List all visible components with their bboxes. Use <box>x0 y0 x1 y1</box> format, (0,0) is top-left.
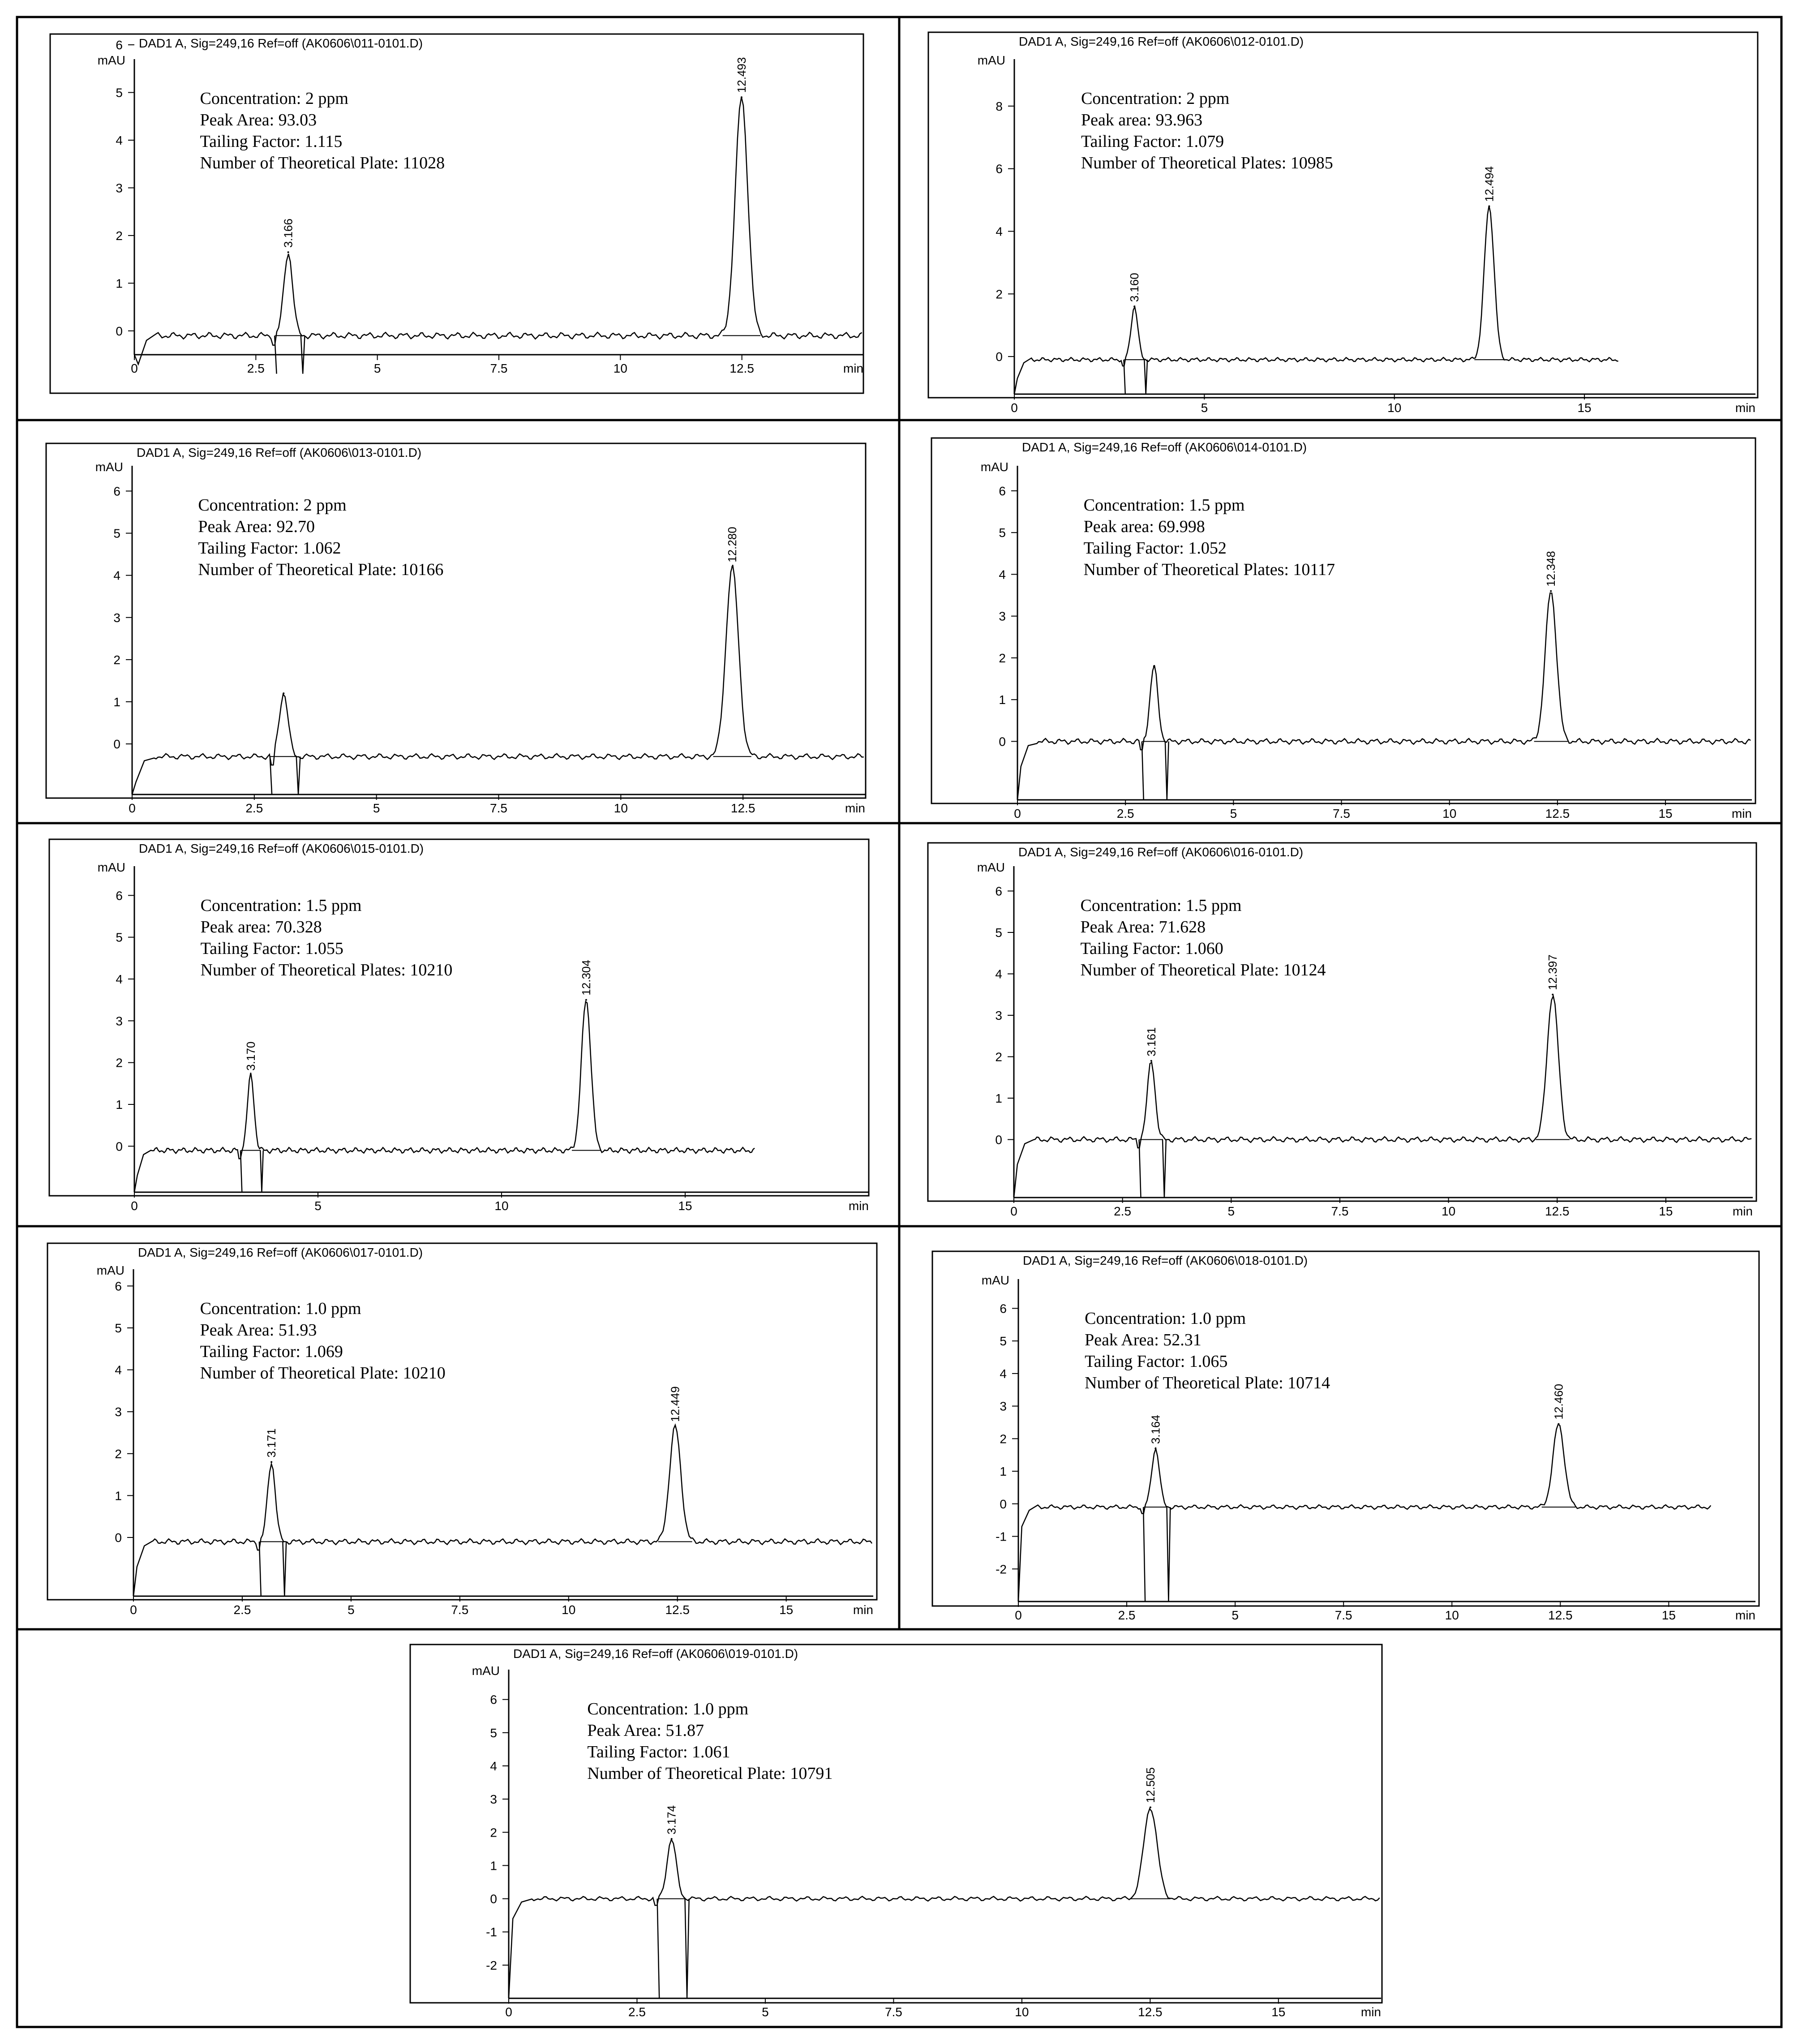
peak-apex-2 <box>585 999 587 1001</box>
y-tick-label: 0 <box>490 1892 497 1906</box>
y-tick-label: 1 <box>116 1098 123 1112</box>
y-tick-label: 2 <box>995 1050 1002 1064</box>
x-tick-label: 0 <box>1015 1608 1022 1622</box>
chromatogram-trace <box>132 565 864 794</box>
chromatogram-trace <box>509 1809 1380 1998</box>
y-tick-label: 2 <box>113 653 120 667</box>
y-tick-label: 0 <box>995 1133 1002 1147</box>
peak-label-2: 12.493 <box>734 57 748 93</box>
info-block <box>1084 496 1335 579</box>
x-tick-label: 5 <box>348 1603 355 1617</box>
peak-label-2: 12.304 <box>579 960 593 996</box>
info-block <box>1081 89 1333 172</box>
chromatogram-panel-5 <box>49 839 869 1213</box>
y-tick-label: 0 <box>115 1530 122 1545</box>
y-axis-label: mAU <box>97 860 125 874</box>
y-tick-label: 1 <box>999 693 1006 707</box>
panel-title: DAD1 A, Sig=249,16 Ref=off (AK0606\016-0101.D) <box>1018 845 1304 859</box>
panel-frame <box>928 32 1758 398</box>
peak-apex-1 <box>283 692 284 694</box>
x-tick-label: 0 <box>505 2005 512 2019</box>
info-line-3: Tailing Factor: 1.069 <box>200 1342 343 1361</box>
x-tick-label: 2.5 <box>1118 1608 1136 1622</box>
peak-apex-1 <box>671 1838 673 1840</box>
y-tick-label: 3 <box>999 609 1006 623</box>
y-tick-label: 5 <box>116 930 123 945</box>
peak-label-2: 12.280 <box>725 527 739 563</box>
x-axis-label: min <box>843 361 863 375</box>
x-axis-label: min <box>845 801 865 815</box>
y-axis-label: mAU <box>977 53 1005 67</box>
x-tick-label: 5 <box>1230 807 1237 820</box>
peak-apex-1 <box>270 1461 272 1463</box>
x-tick-label: 15 <box>779 1603 794 1617</box>
y-tick-label: 6 <box>116 38 123 52</box>
panel-frame <box>49 839 869 1196</box>
x-tick-label: 5 <box>762 2005 769 2019</box>
y-tick-label: 3 <box>995 1009 1002 1022</box>
y-tick-label: 4 <box>995 967 1002 981</box>
chromatogram-panel-7 <box>47 1243 877 1617</box>
y-tick-label: 2 <box>115 1447 122 1461</box>
info-line-4: Number of Theoretical Plate: 10210 <box>200 1364 446 1383</box>
solvent-dip <box>259 1542 286 1596</box>
info-line-1: Concentration: 1.0 ppm <box>587 1700 749 1718</box>
y-tick-label: 3 <box>1000 1399 1007 1413</box>
y-tick-label: 2 <box>999 651 1006 665</box>
info-line-4: Number of Theoretical Plates: 10117 <box>1083 560 1335 579</box>
y-axis-label: mAU <box>97 53 125 67</box>
x-axis-label: min <box>853 1603 873 1617</box>
info-line-1: Concentration: 1.5 ppm <box>1083 496 1245 515</box>
x-tick-label: 5 <box>1232 1608 1239 1622</box>
info-line-3: Tailing Factor: 1.079 <box>1081 132 1224 151</box>
x-axis-label: min <box>1735 1608 1755 1622</box>
x-tick-label: 15 <box>1577 401 1592 415</box>
y-tick-label: 5 <box>116 86 123 100</box>
peak-label-2: 12.505 <box>1143 1767 1157 1803</box>
peak-apex-1 <box>1153 666 1155 667</box>
y-tick-label: 0 <box>999 734 1006 749</box>
info-line-2: Peak Area: 52.31 <box>1085 1331 1202 1349</box>
x-tick-label: 12.5 <box>1545 807 1570 820</box>
chromatogram-panel-2 <box>928 32 1758 415</box>
x-tick-label: 10 <box>494 1199 509 1213</box>
x-tick-label: 15 <box>1658 807 1673 820</box>
y-axis-label: mAU <box>472 1664 500 1678</box>
panel-title: DAD1 A, Sig=249,16 Ref=off (AK0606\012-0101.D) <box>1019 34 1304 48</box>
y-tick-label: -2 <box>996 1562 1007 1576</box>
chromatogram-trace <box>1017 593 1751 800</box>
panel-frame <box>410 1645 1382 2003</box>
info-block <box>201 896 453 979</box>
y-axis-label: mAU <box>977 860 1005 874</box>
x-tick-label: 10 <box>1387 401 1402 415</box>
x-tick-label: 12.5 <box>1545 1204 1570 1218</box>
x-tick-label: 7.5 <box>1331 1204 1349 1218</box>
y-tick-label: 8 <box>996 99 1003 113</box>
y-tick-label: 2 <box>116 228 123 243</box>
x-tick-label: 15 <box>1271 2005 1286 2019</box>
info-line-4: Number of Theoretical Plate: 10714 <box>1085 1374 1330 1392</box>
info-line-2: Peak Area: 51.87 <box>587 1721 704 1740</box>
x-tick-label: 10 <box>613 361 627 375</box>
y-tick-label: 2 <box>116 1056 123 1070</box>
x-tick-label: 0 <box>131 361 138 375</box>
peak-label-1: 3.174 <box>665 1805 678 1835</box>
panel-title: DAD1 A, Sig=249,16 Ref=off (AK0606\015-0101.D) <box>139 842 424 855</box>
chromatogram-trace <box>1014 206 1618 395</box>
y-tick-label: 5 <box>490 1726 497 1740</box>
y-tick-label: -1 <box>996 1529 1007 1544</box>
info-line-3: Tailing Factor: 1.062 <box>198 539 341 558</box>
peak-label-1: 3.171 <box>265 1428 279 1458</box>
panel-title: DAD1 A, Sig=249,16 Ref=off (AK0606\018-0101.D) <box>1023 1254 1308 1267</box>
x-tick-label: 5 <box>373 361 381 375</box>
x-tick-label: 2.5 <box>1116 807 1134 820</box>
info-block <box>587 1700 832 1783</box>
x-tick-label: 7.5 <box>1335 1608 1352 1622</box>
panel-title: DAD1 A, Sig=249,16 Ref=off (AK0606\017-0101.D) <box>138 1245 423 1259</box>
x-tick-label: 5 <box>314 1199 322 1213</box>
peak-label-2: 12.449 <box>668 1386 682 1422</box>
x-tick-label: 5 <box>1227 1204 1235 1218</box>
y-tick-label: 4 <box>490 1759 497 1773</box>
info-line-2: Peak area: 70.328 <box>200 918 322 936</box>
panel-title: DAD1 A, Sig=249,16 Ref=off (AK0606\011-0101.D) <box>139 36 423 50</box>
peak-apex-1 <box>1154 1447 1156 1449</box>
x-tick-label: 0 <box>1010 1204 1017 1218</box>
panel-frame <box>46 443 866 798</box>
y-tick-label: 2 <box>490 1825 497 1840</box>
info-line-1: Concentration: 1.5 ppm <box>1080 896 1242 915</box>
peak-label-2: 12.494 <box>1482 166 1496 202</box>
y-tick-label: 0 <box>116 324 123 338</box>
x-tick-label: 12.5 <box>730 801 755 815</box>
x-tick-label: 12.5 <box>729 361 754 375</box>
solvent-dip <box>1143 1507 1170 1602</box>
y-tick-label: 2 <box>1000 1432 1007 1446</box>
info-line-1: Concentration: 2 ppm <box>1081 89 1230 108</box>
info-block <box>198 496 443 579</box>
y-tick-label: 5 <box>113 526 120 541</box>
info-line-2: Peak Area: 51.93 <box>200 1321 317 1340</box>
y-tick-label: 5 <box>995 926 1002 940</box>
panel-frame <box>931 438 1755 803</box>
info-line-3: Tailing Factor: 1.060 <box>1080 939 1223 958</box>
peak-label-1: 3.164 <box>1149 1415 1163 1444</box>
x-tick-label: 10 <box>1445 1608 1459 1622</box>
solvent-dip <box>1142 742 1169 800</box>
info-line-2: Peak Area: 92.70 <box>198 517 315 536</box>
peak-apex-2 <box>731 566 733 568</box>
info-line-3: Tailing Factor: 1.061 <box>587 1743 730 1761</box>
info-line-2: Peak area: 69.998 <box>1083 517 1205 536</box>
y-tick-label: 5 <box>1000 1334 1007 1348</box>
x-tick-label: 0 <box>130 1603 137 1617</box>
chromatogram-panel-4 <box>931 438 1755 820</box>
info-line-1: Concentration: 1.0 ppm <box>200 1299 361 1318</box>
info-line-4: Number of Theoretical Plate: 11028 <box>200 154 445 172</box>
y-tick-label: 0 <box>1000 1497 1007 1511</box>
x-tick-label: 7.5 <box>451 1603 469 1617</box>
y-tick-label: 3 <box>116 1014 123 1028</box>
y-tick-label: 0 <box>113 737 120 751</box>
x-axis-label: min <box>1731 807 1752 820</box>
panel-title: DAD1 A, Sig=249,16 Ref=off (AK0606\014-0101.D) <box>1022 440 1307 454</box>
peak-label-2: 12.397 <box>1546 954 1560 990</box>
x-axis-label: min <box>848 1199 869 1213</box>
y-tick-label: 2 <box>996 287 1003 301</box>
y-tick-label: 5 <box>115 1321 122 1335</box>
peak-apex-2 <box>1550 590 1552 592</box>
chromatogram-trace <box>134 1001 755 1192</box>
x-tick-label: 0 <box>131 1199 138 1213</box>
y-tick-label: 1 <box>115 1489 122 1503</box>
chromatogram-panel-8 <box>932 1251 1759 1622</box>
x-tick-label: 7.5 <box>1333 807 1350 820</box>
info-line-3: Tailing Factor: 1.052 <box>1083 539 1227 558</box>
y-tick-label: 4 <box>999 567 1006 582</box>
chromatogram-panel-1 <box>50 34 863 393</box>
peak-apex-1 <box>1150 1060 1152 1062</box>
x-tick-label: 2.5 <box>233 1603 251 1617</box>
x-tick-label: 15 <box>1659 1204 1673 1218</box>
x-tick-label: 15 <box>1661 1608 1676 1622</box>
solvent-dip <box>1139 1140 1166 1198</box>
x-tick-label: 2.5 <box>247 361 265 375</box>
y-tick-label: 6 <box>113 484 120 498</box>
y-tick-label: 3 <box>116 181 123 195</box>
x-axis-label: min <box>1735 401 1755 415</box>
y-tick-label: 4 <box>116 133 123 147</box>
x-tick-label: 7.5 <box>490 361 508 375</box>
y-tick-label: 3 <box>490 1792 497 1807</box>
x-tick-label: 0 <box>1011 401 1018 415</box>
solvent-dip <box>1124 360 1147 394</box>
info-block <box>1085 1309 1330 1392</box>
x-tick-label: 0 <box>129 801 136 815</box>
x-tick-label: 10 <box>1442 807 1457 820</box>
x-tick-label: 10 <box>614 801 628 815</box>
peak-apex-1 <box>1133 305 1135 307</box>
x-tick-label: 15 <box>678 1199 692 1213</box>
y-tick-label: 1 <box>490 1859 497 1873</box>
x-axis-label: min <box>1360 2005 1381 2019</box>
chromatogram-panel-3 <box>46 443 866 815</box>
y-tick-label: 4 <box>996 224 1003 239</box>
peak-apex-1 <box>288 251 289 253</box>
x-tick-label: 10 <box>1015 2005 1029 2019</box>
y-tick-label: 1 <box>113 695 120 709</box>
peak-apex-2 <box>1552 994 1553 996</box>
info-line-4: Number of Theoretical Plate: 10791 <box>587 1764 833 1783</box>
info-line-4: Number of Theoretical Plates: 10985 <box>1081 154 1333 172</box>
y-tick-label: 6 <box>999 484 1006 498</box>
y-tick-label: 6 <box>490 1692 497 1707</box>
peak-label-2: 12.348 <box>1544 551 1558 587</box>
y-tick-label: 6 <box>996 162 1003 176</box>
y-tick-label: 4 <box>115 1363 122 1377</box>
peak-apex-2 <box>1558 1423 1559 1425</box>
y-tick-label: 6 <box>995 884 1002 898</box>
y-tick-label: 0 <box>996 350 1003 364</box>
y-axis-label: mAU <box>96 1263 124 1277</box>
info-line-2: Peak Area: 93.03 <box>200 111 317 129</box>
panel-title: DAD1 A, Sig=249,16 Ref=off (AK0606\013-0101.D) <box>137 446 422 459</box>
info-line-3: Tailing Factor: 1.055 <box>200 939 343 958</box>
x-tick-label: 2.5 <box>628 2005 646 2019</box>
peak-apex-2 <box>1150 1807 1151 1808</box>
peak-label-1: 3.166 <box>281 219 295 248</box>
info-block <box>200 1299 446 1383</box>
y-tick-label: 1 <box>116 276 123 291</box>
y-tick-label: -1 <box>486 1925 497 1939</box>
info-line-2: Peak area: 93.963 <box>1081 111 1203 129</box>
y-tick-label: 4 <box>1000 1366 1007 1381</box>
chromatogram-panel-9 <box>410 1645 1382 2019</box>
y-tick-label: 3 <box>113 610 120 625</box>
x-tick-label: 5 <box>373 801 380 815</box>
x-tick-label: 2.5 <box>245 801 263 815</box>
x-tick-label: 5 <box>1201 401 1208 415</box>
solvent-dip <box>270 756 300 794</box>
y-tick-label: 6 <box>115 1279 122 1293</box>
chromatogram-panel-6 <box>928 843 1756 1218</box>
info-line-3: Tailing Factor: 1.115 <box>200 132 343 151</box>
x-tick-label: 12.5 <box>1138 2005 1163 2019</box>
y-tick-label: 1 <box>1000 1464 1007 1479</box>
y-tick-label: -2 <box>486 1958 497 1972</box>
panel-frame <box>932 1251 1759 1606</box>
info-line-1: Concentration: 1.5 ppm <box>200 896 362 915</box>
chromatogram-trace <box>133 1425 872 1596</box>
x-tick-label: 10 <box>562 1603 576 1617</box>
peak-label-1: 3.160 <box>1128 273 1141 302</box>
peak-apex-2 <box>741 96 742 98</box>
y-tick-label: 3 <box>115 1405 122 1419</box>
x-axis-label: min <box>1732 1204 1753 1218</box>
info-line-4: Number of Theoretical Plate: 10124 <box>1080 961 1326 979</box>
peak-label-2: 12.460 <box>1552 1384 1566 1420</box>
peak-apex-2 <box>1488 206 1490 207</box>
y-tick-label: 4 <box>116 972 123 986</box>
peak-label-1: 3.170 <box>244 1041 257 1071</box>
x-tick-label: 7.5 <box>490 801 507 815</box>
y-axis-label: mAU <box>981 1273 1009 1287</box>
panel-title: DAD1 A, Sig=249,16 Ref=off (AK0606\019-0101.D) <box>513 1647 798 1661</box>
y-axis-label: mAU <box>980 460 1008 474</box>
solvent-dip <box>240 1151 263 1192</box>
info-line-4: Number of Theoretical Plate: 10166 <box>198 560 444 579</box>
info-block <box>200 89 445 172</box>
x-tick-label: 10 <box>1442 1204 1456 1218</box>
x-tick-label: 12.5 <box>1548 1608 1573 1622</box>
peak-label-1: 3.161 <box>1144 1027 1158 1056</box>
x-tick-label: 0 <box>1014 807 1021 820</box>
y-tick-label: 4 <box>113 568 120 583</box>
chromatogram-trace <box>1014 996 1751 1198</box>
peak-apex-1 <box>250 1074 252 1076</box>
y-tick-label: 6 <box>1000 1301 1007 1316</box>
y-tick-label: 1 <box>995 1091 1002 1105</box>
info-line-1: Concentration: 2 ppm <box>198 496 347 515</box>
panel-frame <box>47 1243 877 1600</box>
info-line-4: Number of Theoretical Plates: 10210 <box>200 961 453 979</box>
info-line-3: Tailing Factor: 1.065 <box>1085 1352 1228 1371</box>
info-line-1: Concentration: 1.0 ppm <box>1085 1309 1246 1328</box>
panel-frame <box>928 843 1756 1201</box>
x-tick-label: 7.5 <box>884 2005 902 2019</box>
peak-apex-2 <box>674 1426 676 1427</box>
solvent-dip <box>657 1899 689 1998</box>
y-tick-label: 5 <box>999 526 1006 540</box>
y-tick-label: 6 <box>116 889 123 903</box>
y-tick-label: 0 <box>116 1139 123 1154</box>
x-tick-label: 2.5 <box>1114 1204 1132 1218</box>
x-tick-label: 12.5 <box>665 1603 690 1617</box>
info-line-1: Concentration: 2 ppm <box>200 89 348 108</box>
info-block <box>1081 896 1326 979</box>
y-axis-label: mAU <box>95 460 123 474</box>
info-line-2: Peak Area: 71.628 <box>1080 918 1206 936</box>
chromatogram-trace <box>1018 1424 1711 1602</box>
